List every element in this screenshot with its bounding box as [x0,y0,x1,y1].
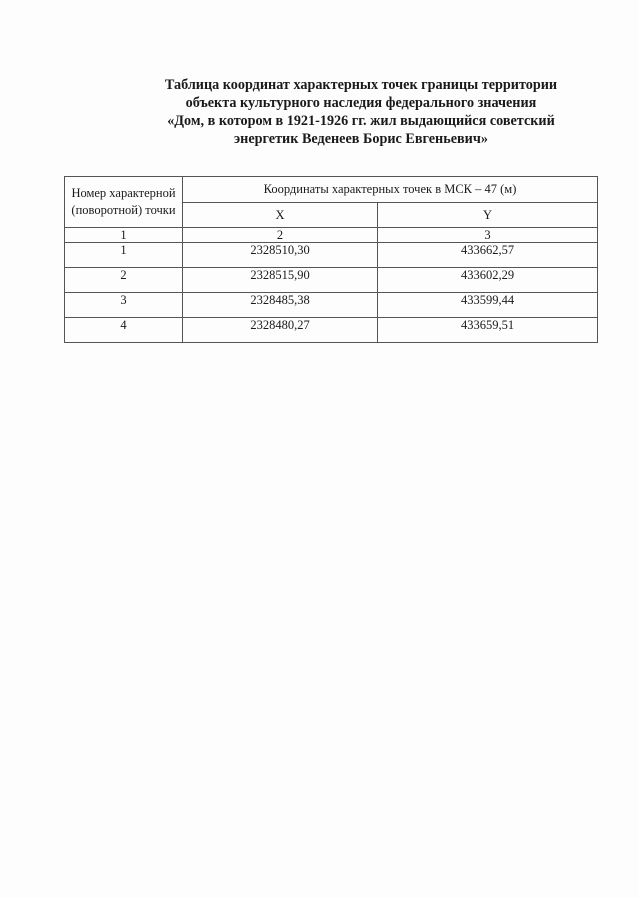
table-row [65,293,598,318]
y-cell: 433599,44 [378,293,598,318]
header-point-number-line-1: Номер характерной [71,186,176,200]
title-line-3: «Дом, в котором в 1921-1926 гг. жил выдающийся советский [167,113,555,129]
index-cell: 1 [65,228,183,243]
y-cell: 433662,57 [378,243,598,268]
y-cell: 433602,29 [378,268,598,293]
header-x: X [183,202,378,228]
index-cell: 3 [378,228,598,243]
header-y: Y [378,202,598,228]
x-cell: 2328510,30 [183,243,378,268]
point-number-cell: 3 [65,293,183,318]
header-point-number [65,177,183,228]
y-cell: 433659,51 [378,318,598,343]
x-cell: 2328480,27 [183,318,378,343]
header-point-number-line-2: (поворотной) точки [71,203,176,217]
table-index-row [65,228,598,243]
point-number-cell: 1 [65,243,183,268]
title-line-2: объекта культурного наследия федерального значения [185,95,537,111]
table-row [65,318,598,343]
point-number-cell: 4 [65,318,183,343]
x-cell: 2328485,38 [183,293,378,318]
coordinates-table [64,176,598,343]
title-line-1: Таблица координат характерных точек границы территории [164,77,558,93]
x-cell: 2328515,90 [183,268,378,293]
document-title [100,76,622,148]
header-coordinates-group: Координаты характерных точек в МСК – 47 (м) [183,177,598,203]
point-number-cell: 2 [65,268,183,293]
title-line-4: энергетик Веденеев Борис Евгеньевич» [234,131,488,147]
index-cell: 2 [183,228,378,243]
table-row [65,268,598,293]
table-row [65,243,598,268]
table-header-row [65,177,598,203]
